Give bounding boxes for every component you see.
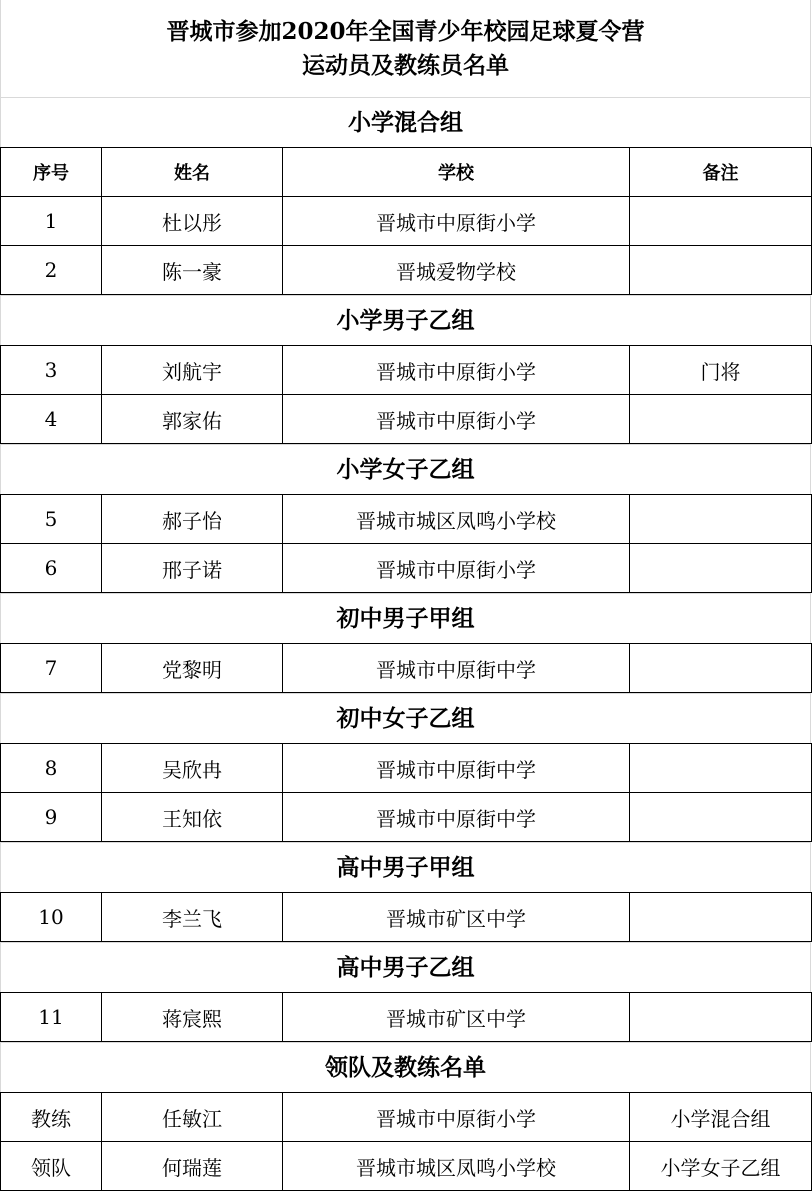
table-row [1, 197, 812, 246]
cell-index: 2 [1, 246, 102, 295]
table-row [1, 993, 812, 1042]
cell-note [630, 744, 812, 793]
cell-index: 领队 [1, 1142, 102, 1191]
cell-index: 6 [1, 544, 102, 593]
roster-table [0, 892, 812, 942]
cell-note [630, 544, 812, 593]
roster-table [0, 743, 812, 842]
table-row [1, 893, 812, 942]
cell-note: 小学女子乙组 [630, 1142, 812, 1191]
group-heading: 初中女子乙组 [0, 693, 811, 743]
cell-index: 1 [1, 197, 102, 246]
cell-name: 李兰飞 [102, 893, 283, 942]
cell-note [630, 197, 812, 246]
cell-note [630, 495, 812, 544]
group-heading: 小学男子乙组 [0, 295, 811, 345]
table-row [1, 1142, 812, 1191]
cell-school: 晋城市城区凤鸣小学校 [283, 1142, 630, 1191]
table-row [1, 744, 812, 793]
header-index: 序号 [1, 148, 102, 197]
cell-school: 晋城市中原街小学 [283, 395, 630, 444]
cell-name: 杜以彤 [102, 197, 283, 246]
header-note: 备注 [630, 148, 812, 197]
header-name: 姓名 [102, 148, 283, 197]
cell-index: 9 [1, 793, 102, 842]
cell-note [630, 246, 812, 295]
cell-note [630, 993, 812, 1042]
roster-table [0, 1092, 812, 1191]
cell-name: 蒋宸熙 [102, 993, 283, 1042]
cell-note [630, 644, 812, 693]
cell-note: 门将 [630, 346, 812, 395]
cell-name: 陈一豪 [102, 246, 283, 295]
cell-school: 晋城市城区凤鸣小学校 [283, 495, 630, 544]
cell-index: 10 [1, 893, 102, 942]
roster-table [0, 643, 812, 693]
cell-school: 晋城市矿区中学 [283, 893, 630, 942]
cell-school: 晋城市中原街小学 [283, 1093, 630, 1142]
cell-school: 晋城市矿区中学 [283, 993, 630, 1042]
table-row [1, 544, 812, 593]
table-row [1, 395, 812, 444]
cell-name: 郝子怡 [102, 495, 283, 544]
cell-index: 7 [1, 644, 102, 693]
cell-index: 3 [1, 346, 102, 395]
cell-index: 4 [1, 395, 102, 444]
group-heading: 高中男子甲组 [0, 842, 811, 892]
table-row [1, 1093, 812, 1142]
table-row [1, 346, 812, 395]
cell-school: 晋城市中原街中学 [283, 644, 630, 693]
cell-school: 晋城市中原街小学 [283, 197, 630, 246]
cell-school: 晋城市中原街小学 [283, 544, 630, 593]
cell-name: 王知依 [102, 793, 283, 842]
table-header-row [1, 148, 812, 197]
cell-index: 8 [1, 744, 102, 793]
cell-name: 何瑞莲 [102, 1142, 283, 1191]
group-heading: 领队及教练名单 [0, 1042, 811, 1092]
header-school: 学校 [283, 148, 630, 197]
cell-name: 党黎明 [102, 644, 283, 693]
cell-name: 刘航宇 [102, 346, 283, 395]
table-row [1, 644, 812, 693]
cell-name: 邢子诺 [102, 544, 283, 593]
table-row [1, 793, 812, 842]
cell-name: 任敏江 [102, 1093, 283, 1142]
group-heading: 初中男子甲组 [0, 593, 811, 643]
cell-note [630, 893, 812, 942]
cell-name: 吴欣冉 [102, 744, 283, 793]
title-line-2: 运动员及教练员名单 [302, 52, 509, 79]
group-heading: 小学混合组 [0, 97, 811, 147]
cell-note [630, 793, 812, 842]
group-heading: 小学女子乙组 [0, 444, 811, 494]
roster-table [0, 494, 812, 593]
cell-school: 晋城爱物学校 [283, 246, 630, 295]
table-row [1, 495, 812, 544]
roster-table [0, 992, 812, 1042]
cell-index: 教练 [1, 1093, 102, 1142]
cell-school: 晋城市中原街中学 [283, 793, 630, 842]
cell-index: 11 [1, 993, 102, 1042]
table-row [1, 246, 812, 295]
cell-school: 晋城市中原街中学 [283, 744, 630, 793]
cell-index: 5 [1, 495, 102, 544]
cell-note [630, 395, 812, 444]
title-line-1: 晋城市参加2020年全国青少年校园足球夏令营 [166, 18, 645, 45]
cell-note: 小学混合组 [630, 1093, 812, 1142]
cell-name: 郭家佑 [102, 395, 283, 444]
group-heading: 高中男子乙组 [0, 942, 811, 992]
roster-table [0, 147, 812, 295]
document-title [0, 0, 811, 97]
cell-school: 晋城市中原街小学 [283, 346, 630, 395]
roster-table [0, 345, 812, 444]
